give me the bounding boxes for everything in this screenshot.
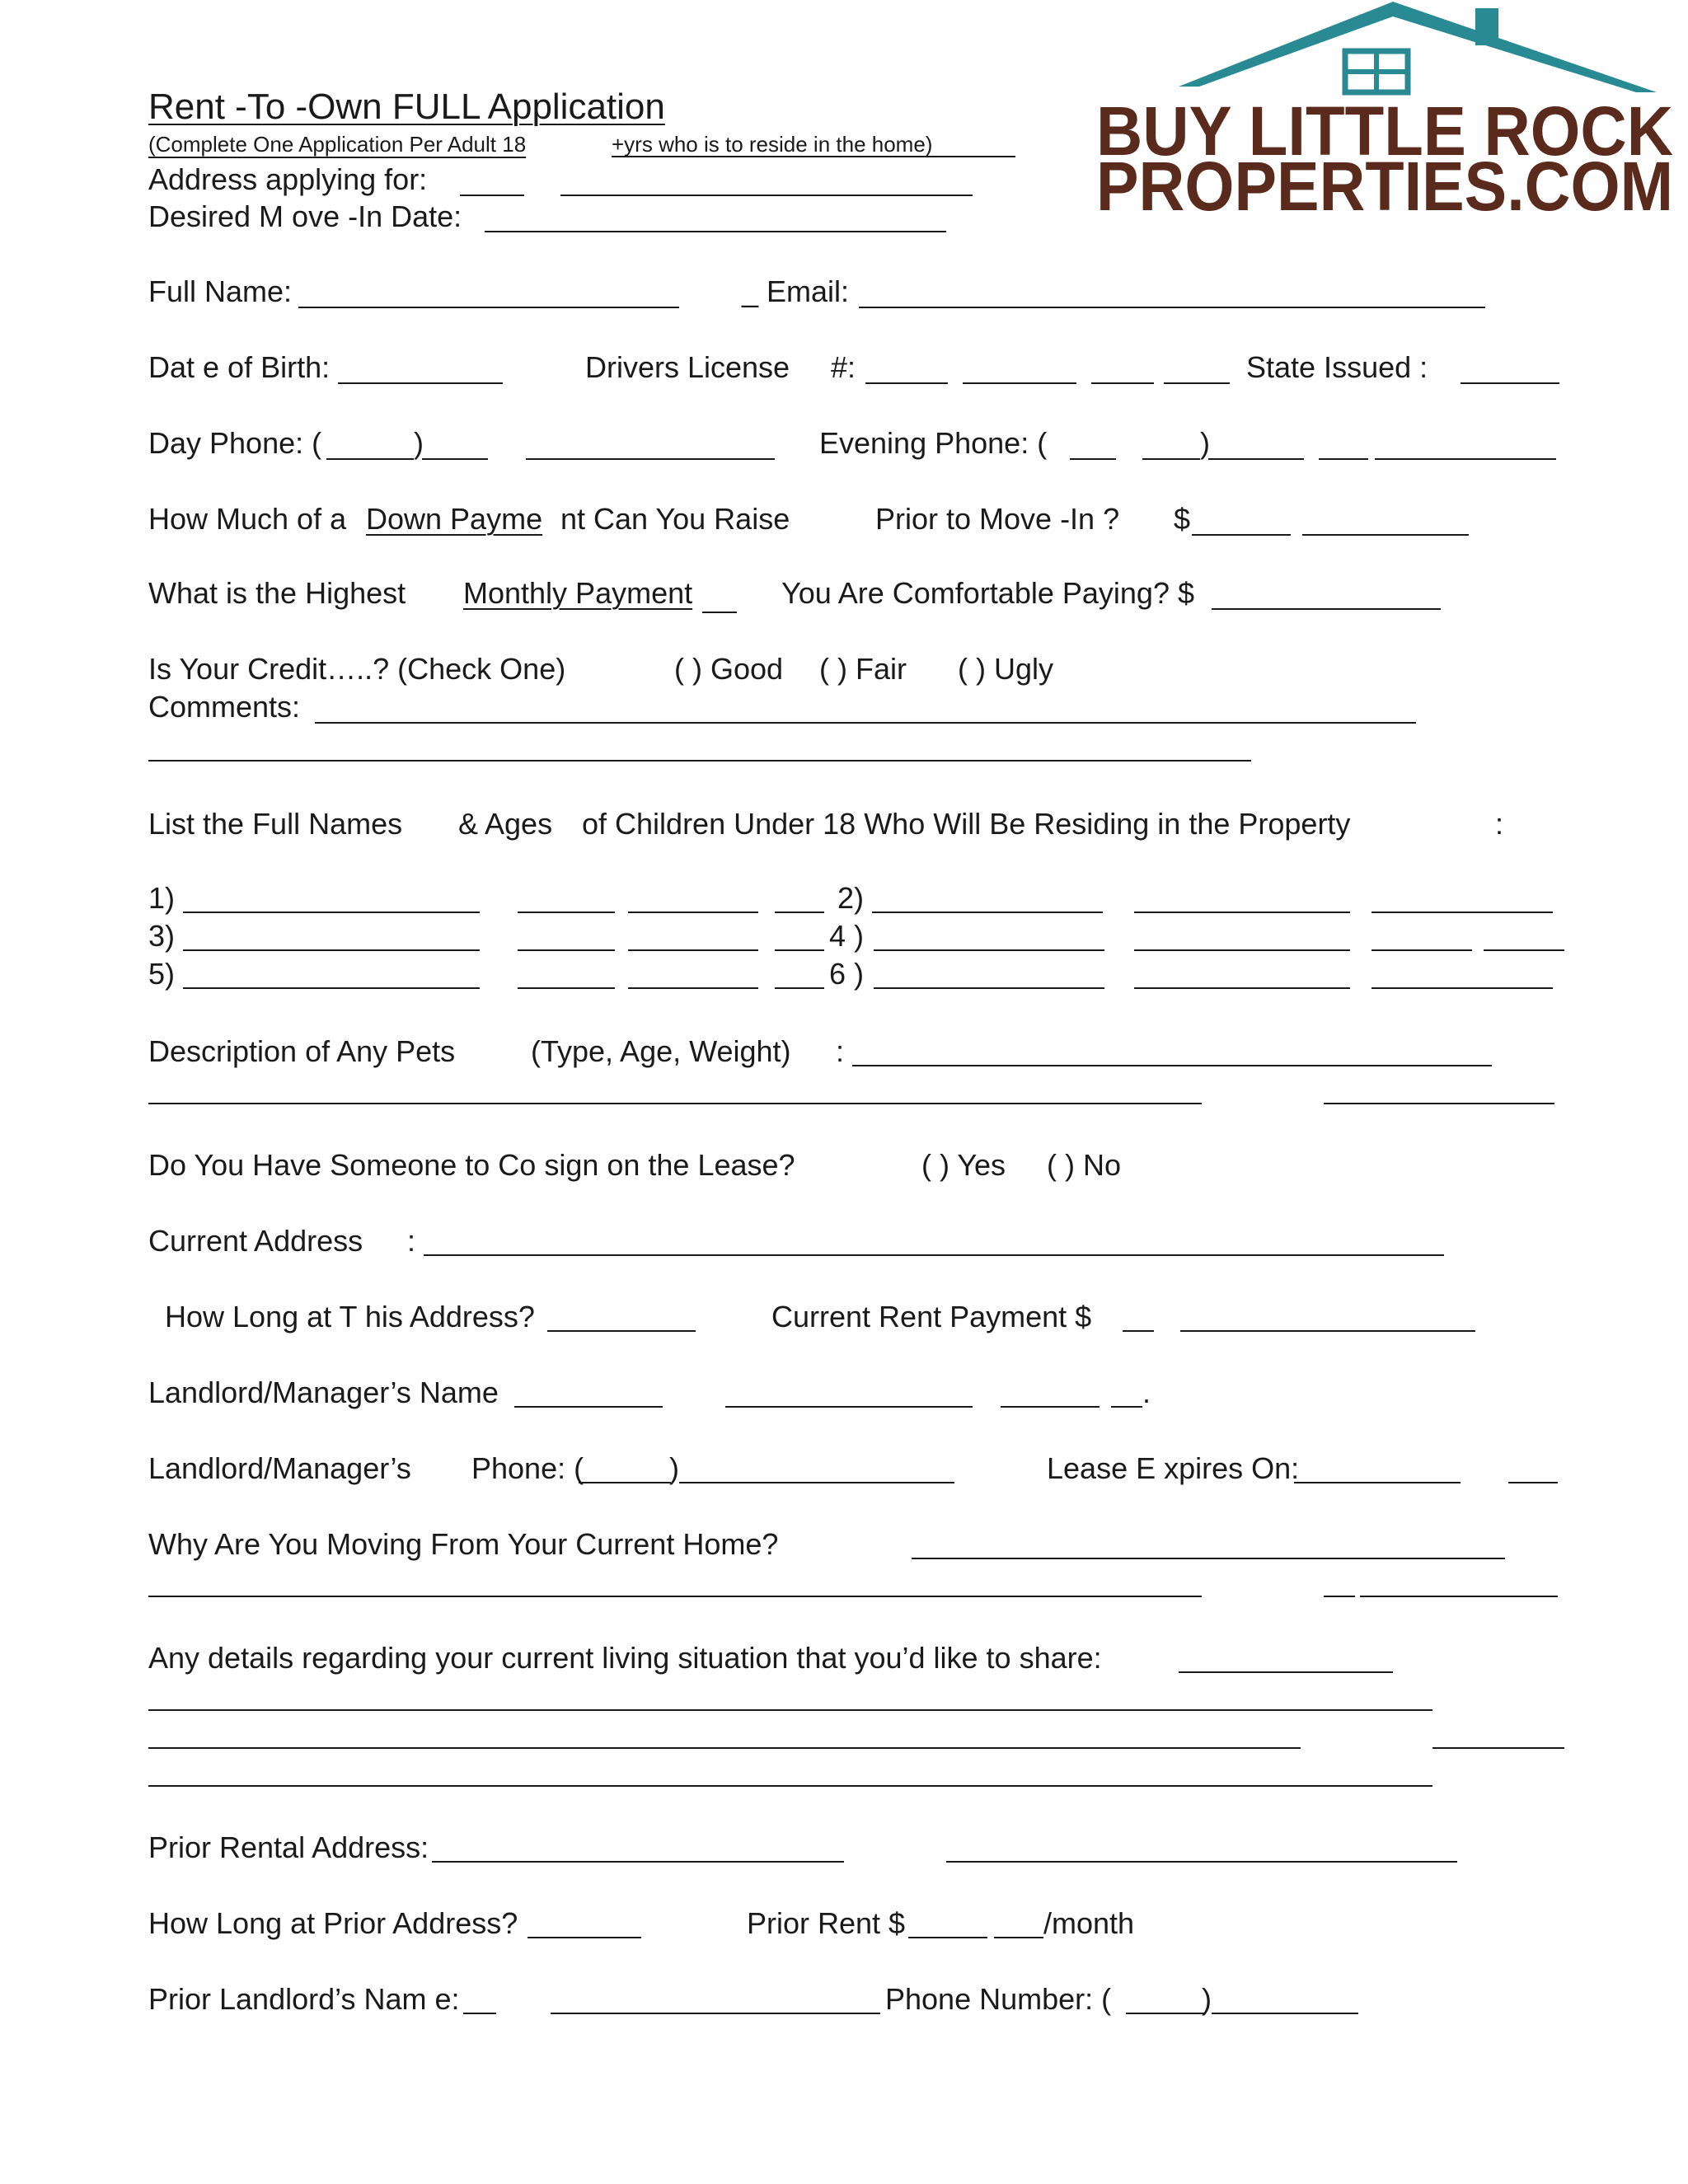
why-moving-line-3[interactable] — [1324, 1596, 1355, 1597]
details-line-1[interactable] — [1179, 1671, 1393, 1673]
state-issued-line[interactable] — [1461, 382, 1559, 384]
evening-phone-line-c[interactable] — [1375, 458, 1556, 460]
down-payment-label-d: Prior to Move -In ? — [875, 502, 1120, 536]
landlord-name-line-a[interactable] — [514, 1406, 663, 1408]
evening-phone-area-line-a[interactable] — [1070, 458, 1116, 460]
day-phone-area-line[interactable] — [326, 458, 414, 460]
children-label-colon: : — [1495, 807, 1504, 841]
evening-phone-paren: ) — [1200, 426, 1210, 460]
house-roof-icon — [1179, 2, 1657, 92]
down-payment-line-a[interactable] — [1192, 534, 1291, 536]
prior-landlord-label: Prior Landlord’s Nam e: — [148, 1982, 460, 2016]
dob-line[interactable] — [338, 382, 503, 384]
details-line-4[interactable] — [1432, 1747, 1564, 1749]
phone-number-label: Phone Number: ( — [885, 1982, 1112, 2016]
why-moving-line-4[interactable] — [1360, 1596, 1558, 1597]
child-2-number: 2) — [837, 881, 865, 915]
child-1-line-c[interactable] — [628, 912, 758, 913]
prior-rent-line-b[interactable] — [994, 1937, 1043, 1938]
child-4-number: 4 ) — [829, 919, 865, 953]
why-moving-label: Why Are You Moving From Your Current Home? — [148, 1527, 779, 1561]
landlord-name-label: Landlord/Manager’s Name — [148, 1376, 499, 1409]
comments-line-1[interactable] — [315, 722, 1416, 724]
landlord-name-line-c[interactable] — [1001, 1406, 1100, 1408]
child-3-number: 3) — [148, 919, 176, 953]
child-5-line-c[interactable] — [628, 987, 758, 989]
current-rent-label: Current Rent Payment $ — [771, 1300, 1092, 1333]
child-1-name-line[interactable] — [183, 912, 480, 913]
address-applying-line-a[interactable] — [460, 194, 524, 196]
monthly-label-underline — [702, 612, 737, 613]
details-label: Any details regarding your current living situation that you’d like to share: — [148, 1641, 1102, 1675]
child-4-line-c[interactable] — [1372, 949, 1472, 951]
landlord-phone-label-a: Landlord/Manager’s — [148, 1451, 411, 1485]
prior-landlord-line-a[interactable] — [463, 2013, 496, 2014]
landlord-phone-line[interactable] — [679, 1482, 954, 1483]
logo-line-1: BUY LITTLE ROCK — [1096, 92, 1673, 170]
email-label: _ Email: — [742, 274, 850, 308]
state-issued-label: State Issued : — [1246, 350, 1428, 384]
current-rent-line-b[interactable] — [1180, 1330, 1475, 1332]
children-label-c: of Children Under 18 Who Will Be Residing in the Property — [582, 807, 1351, 841]
current-rent-line-a[interactable] — [1123, 1330, 1154, 1332]
child-4-age-line[interactable] — [1484, 949, 1564, 951]
child-3-line-c[interactable] — [628, 949, 758, 951]
prior-address-label: Prior Rental Address: — [148, 1830, 429, 1864]
prior-address-line-a[interactable] — [432, 1861, 844, 1863]
child-6-age-line[interactable] — [1372, 987, 1553, 989]
credit-ugly-option[interactable]: ( ) Ugly — [958, 652, 1053, 686]
evening-phone-line-b[interactable] — [1319, 458, 1368, 460]
child-5-number: 5) — [148, 957, 176, 991]
child-2-line-b[interactable] — [1134, 912, 1350, 913]
landlord-phone-label-b: Phone: ( — [471, 1451, 584, 1485]
down-payment-label-b: Down Payme — [366, 502, 543, 536]
evening-phone-line-a[interactable] — [1208, 458, 1304, 460]
comments-label: Comments: — [148, 690, 301, 724]
prior-address-line-b[interactable] — [946, 1861, 1457, 1863]
lease-expires-line-a[interactable] — [1294, 1482, 1461, 1483]
credit-good-option[interactable]: ( ) Good — [674, 652, 784, 686]
address-applying-line-b[interactable] — [560, 194, 973, 196]
child-1-line-b[interactable] — [518, 912, 615, 913]
child-1-age-line[interactable] — [775, 912, 824, 913]
form-title: Rent -To -Own FULL Application — [148, 87, 665, 127]
license-label: Drivers License — [585, 350, 790, 384]
full-name-label: Full Name: — [148, 274, 293, 308]
child-3-name-line[interactable] — [183, 949, 480, 951]
how-long-line[interactable] — [547, 1330, 696, 1332]
phone-number-area-line[interactable] — [1126, 2013, 1205, 2014]
license-num-label: #: — [831, 350, 856, 384]
details-line-2[interactable] — [148, 1709, 1432, 1711]
landlord-name-line-b[interactable] — [725, 1406, 973, 1408]
pets-label-a: Description of Any Pets — [148, 1034, 456, 1068]
prior-landlord-line-b[interactable] — [551, 2013, 880, 2014]
prior-rent-label: Prior Rent $ — [747, 1906, 906, 1940]
pets-label-b: (Type, Age, Weight) — [531, 1034, 791, 1068]
license-line-d[interactable] — [1164, 382, 1230, 384]
logo-line-2: PROPERTIES.COM — [1096, 148, 1673, 223]
address-applying-label: Address applying for: — [148, 162, 428, 196]
current-address-line[interactable] — [424, 1254, 1444, 1256]
cosign-label: Do You Have Someone to Co sign on the Lease? — [148, 1148, 795, 1182]
details-line-3[interactable] — [148, 1747, 1301, 1749]
child-4-name-line[interactable] — [874, 949, 1104, 951]
per-month-label: /month — [1043, 1906, 1135, 1940]
children-label-a: List the Full Names — [148, 807, 403, 841]
credit-label: Is Your Credit…..? (Check One) — [148, 652, 566, 686]
monthly-label-a: What is the Highest — [148, 576, 406, 610]
lease-expires-label: Lease E xpires On: — [1047, 1451, 1300, 1485]
phone-number-line[interactable] — [1212, 2013, 1358, 2014]
child-2-name-line[interactable] — [872, 912, 1103, 913]
details-line-5[interactable] — [148, 1785, 1432, 1787]
day-phone-line-b[interactable] — [526, 458, 775, 460]
company-logo — [1096, 0, 1681, 223]
child-2-age-line[interactable] — [1372, 912, 1553, 913]
comments-line-2[interactable] — [148, 760, 1251, 762]
landlord-name-line-d[interactable] — [1111, 1406, 1142, 1408]
pets-line-2[interactable] — [148, 1103, 1202, 1104]
form-subtitle-a: (Complete One Application Per Adult 18 — [148, 132, 527, 157]
day-phone-paren: ) — [414, 426, 424, 460]
move-in-line[interactable] — [485, 231, 946, 232]
landlord-phone-area-line[interactable] — [579, 1482, 671, 1483]
prior-rent-line-a[interactable] — [908, 1937, 987, 1938]
prior-how-long-label: How Long at Prior Address? — [148, 1906, 518, 1940]
monthly-label-c: You Are Comfortable Paying? $ — [781, 576, 1194, 610]
evening-phone-area-line-b[interactable] — [1142, 458, 1200, 460]
lease-expires-line-b[interactable] — [1508, 1482, 1558, 1483]
full-name-line[interactable] — [298, 307, 679, 308]
child-6-name-line[interactable] — [874, 987, 1104, 989]
current-address-label: Current Address — [148, 1224, 363, 1258]
credit-fair-option[interactable]: ( ) Fair — [819, 652, 907, 686]
pets-line-3[interactable] — [1324, 1103, 1554, 1104]
how-long-label: How Long at T his Address? — [165, 1300, 535, 1333]
monthly-label-b: Monthly Payment — [463, 576, 693, 610]
child-3-line-b[interactable] — [518, 949, 615, 951]
day-phone-label: Day Phone: ( — [148, 426, 322, 460]
subtitle-underline — [612, 156, 1015, 157]
child-6-line-b[interactable] — [1134, 987, 1350, 989]
child-5-line-b[interactable] — [518, 987, 615, 989]
prior-how-long-line[interactable] — [528, 1937, 641, 1938]
children-label-b: & Ages — [458, 807, 553, 841]
license-line-a[interactable] — [865, 382, 948, 384]
down-payment-label-c: nt Can You Raise — [560, 502, 790, 536]
child-5-age-line[interactable] — [775, 987, 824, 989]
pets-line-1[interactable] — [852, 1065, 1492, 1066]
child-5-name-line[interactable] — [183, 987, 480, 989]
down-payment-line-b[interactable] — [1302, 534, 1469, 536]
license-line-b[interactable] — [963, 382, 1076, 384]
child-6-number: 6 ) — [829, 957, 865, 991]
child-1-number: 1) — [148, 881, 176, 915]
monthly-line[interactable] — [1212, 608, 1441, 610]
cosign-yes-option[interactable]: ( ) Yes — [921, 1148, 1006, 1182]
day-phone-line-a[interactable] — [422, 458, 488, 460]
move-in-label: Desired M ove -In Date: — [148, 199, 462, 233]
form-subtitle-b: +yrs who is to reside in the home) — [612, 132, 933, 157]
child-3-age-line[interactable] — [775, 949, 824, 951]
child-4-line-b[interactable] — [1134, 949, 1350, 951]
dob-label: Dat e of Birth: — [148, 350, 331, 384]
landlord-name-period: . — [1142, 1376, 1151, 1409]
why-moving-line-2[interactable] — [148, 1596, 1202, 1597]
cosign-no-option[interactable]: ( ) No — [1047, 1148, 1121, 1182]
email-line[interactable] — [859, 307, 1485, 308]
pets-label-colon: : — [836, 1034, 845, 1068]
why-moving-line-1[interactable] — [912, 1558, 1505, 1559]
landlord-phone-paren: ) — [669, 1451, 679, 1485]
phone-number-paren: ) — [1202, 1982, 1212, 2016]
license-line-c[interactable] — [1091, 382, 1154, 384]
evening-phone-label: Evening Phone: ( — [819, 426, 1048, 460]
down-payment-label-a: How Much of a — [148, 502, 347, 536]
current-address-colon: : — [407, 1224, 416, 1258]
down-payment-dollar: $ — [1174, 502, 1191, 536]
